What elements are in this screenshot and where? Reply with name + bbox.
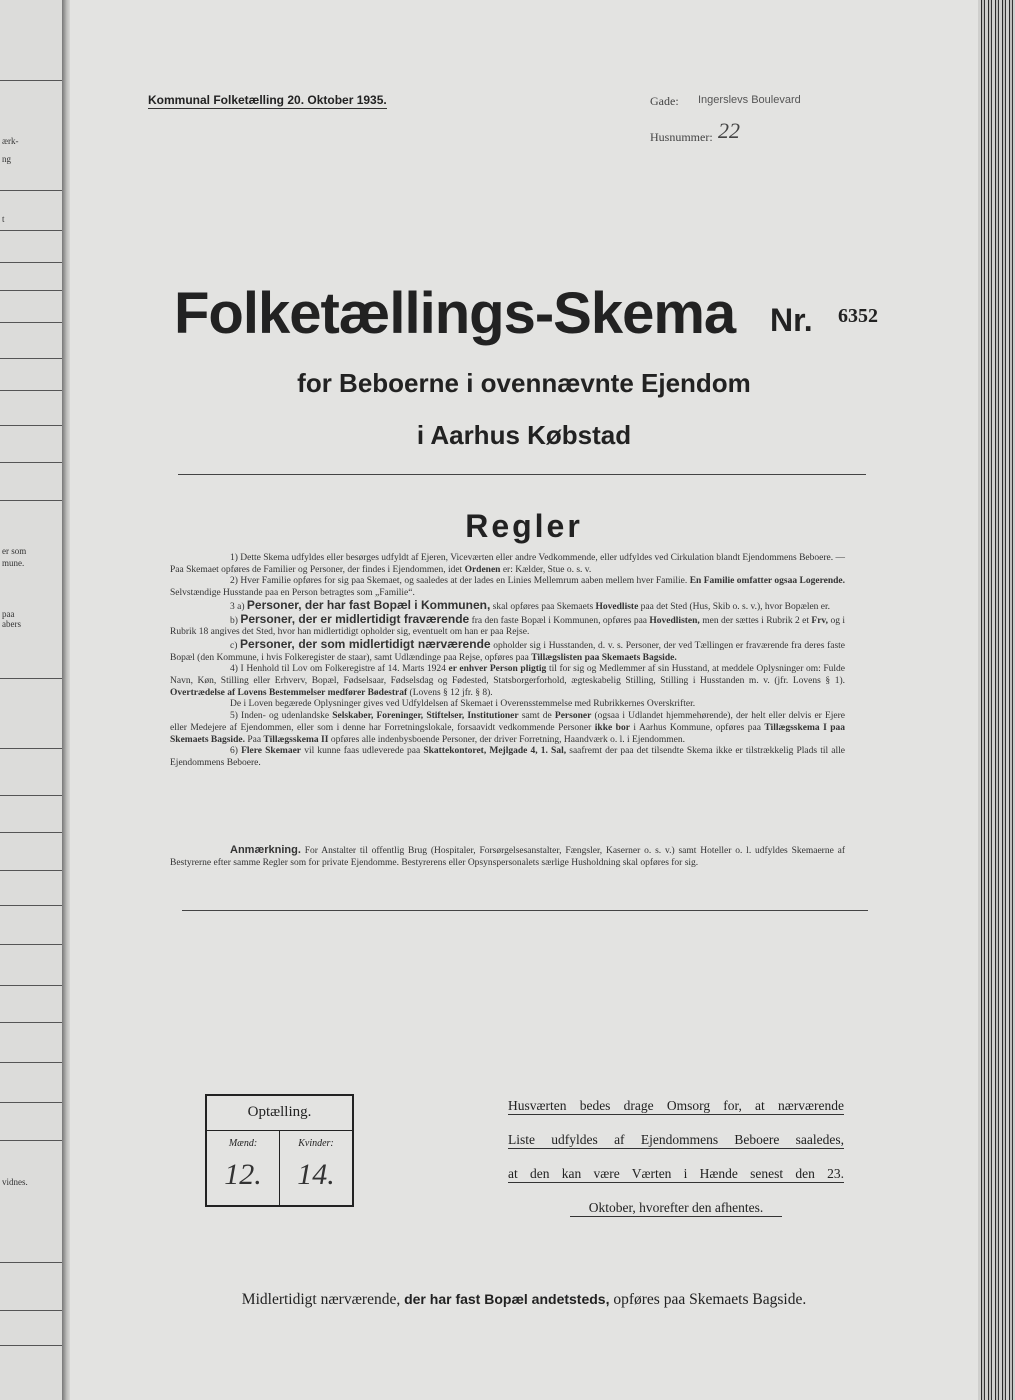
left-page-fragment: er som [2, 546, 27, 556]
form-number-value: 6352 [838, 305, 878, 327]
left-page-rule [0, 80, 62, 81]
count-title: Optælling. [247, 1104, 312, 1120]
left-page-rule [0, 832, 62, 833]
left-page-rule [0, 985, 62, 986]
notice-line: at den kan være Værten i Hænde senest den 23. [508, 1166, 844, 1181]
left-page-rule [0, 230, 62, 231]
left-page-rule [0, 322, 62, 323]
rule-6: 6) Flere Skemaer vil kunne faas udleverede paa Skattekontoret, Mejlgade 4, 1. Sal, saafremt der paa det tilsendte Skema ikke er tilstrækkelig Plads til alle Ejendommens Beboere. [170, 746, 846, 768]
left-page-rule [0, 500, 62, 501]
form-subtitle-location: i Aarhus Købstad [416, 420, 632, 450]
left-page-rule [0, 1345, 62, 1346]
remark-text [170, 845, 845, 869]
rule-3b: b) Personer, der er midlertidigt fraværende fra den faste Bopæl i Kommunen, opføres paa Hovedlisten, men der sættes i Rubrik 2 et Frv, og i Rubrik 18 angives det Sted, hvor han midlertidigt opholder sig, eventuelt om han er paa Rejse. [170, 611, 845, 638]
left-page-rule [0, 944, 62, 945]
left-page-rule [0, 1310, 62, 1311]
left-page-rule [0, 1140, 62, 1141]
notice-line: Liste udfyldes af Ejendommens Beboere saaledes, [508, 1132, 844, 1147]
men-count: 12. [224, 1158, 262, 1191]
form-number-label: Nr. [770, 302, 813, 338]
women-label: Kvinder: [298, 1138, 334, 1149]
left-page-rule [0, 748, 62, 749]
left-page-fragment: mune. [2, 558, 25, 568]
left-page-rule [0, 1062, 62, 1063]
left-page-edge [0, 0, 62, 1400]
house-number-value: 22 [718, 118, 740, 143]
left-page-fragment: abers [2, 619, 21, 629]
remark-body: For Anstalter til offentlig Brug (Hospitaler, Forsørgelsesanstalter, Fængsler, Kaserner o. s. v.) samt Hoteller o. l. udfyldes Skemaerne af Bestyrerne efter samme Regler som for private Ejendomme. Bestyrerens eller Opsynspersonalets særlige Husholdning skal opføres for sig. [170, 846, 846, 868]
left-page-rule [0, 290, 62, 291]
left-page-rule [0, 795, 62, 796]
left-page-rule [0, 1262, 62, 1263]
left-page-rule [0, 870, 62, 871]
left-page-rule [0, 678, 62, 679]
census-header: Kommunal Folketælling 20. Oktober 1935. [148, 93, 387, 107]
rule-3a: 3 a) Personer, der har fast Bopæl i Kommunen, skal opføres paa Skemaets Hovedliste paa det Sted (Hus, Skib o. s. v.), hvor Bopælen er. [230, 597, 831, 612]
left-page-rule [0, 1022, 62, 1023]
rule-2: 2) Hver Familie opføres for sig paa Skemaet, og saaledes at der lades en Linies Mellemrum aaben mellem hver Familie. En Familie omfatter ogsaa Logerende. Selvstændige Husstande paa en Person betragtes som „Familie“. [170, 576, 845, 599]
form-title: Folketællings-Skema [174, 281, 736, 346]
left-page-rule [0, 190, 62, 191]
landlord-notice [508, 1098, 844, 1217]
left-page-rule [0, 905, 62, 906]
census-form-page [70, 0, 978, 1400]
left-page-rule [0, 358, 62, 359]
street-label: Gade: [650, 94, 679, 108]
left-page-fragment: ng [2, 154, 11, 164]
page-stack-edges [978, 0, 1015, 1400]
left-page-rule [0, 1102, 62, 1103]
left-page-rule [0, 462, 62, 463]
rule-4: 4) I Henhold til Lov om Folkeregistre af 14. Marts 1924 er enhver Person pligtig til for sig og Medlemmer af sin Husstand, at meddele Oplysninger om: Fulde Navn, Køn, Stilling eller Erhverv, Bopæl, Fødselsaar, Fødselsdag og Fødested, Statsborgerforhold, ægteskabelig Stilling, Stilling i Husstanden m. v. (jfr. Lovens § 1). Overtrædelse af Lovens Bestemmelser medfører Bødestraf (Lovens § 12 jfr. § 8). [170, 664, 846, 698]
left-page-rule [0, 390, 62, 391]
remark-lead: Anmærkning. [230, 844, 301, 856]
rules-heading: Regler [465, 508, 583, 544]
rule-3c: c) Personer, der som midlertidigt nærværende opholder sig i Husstanden, d. v. s. Personer, der ved Tællingen er fraværende fra deres faste Bopæl (den Kommune, i hvis Folkeregister de staar), samt Udlændinge paa Rejse, opføres paa Tillægslisten paa Skemaets Bagside. [170, 636, 846, 663]
notice-line: Oktober, hvorefter den afhentes. [570, 1200, 782, 1217]
rules-text [170, 553, 845, 770]
footer-note: Midlertidigt nærværende, der har fast Bopæl andetsteds, opføres paa Skemaets Bagside. [241, 1291, 807, 1308]
women-count: 14. [297, 1158, 335, 1191]
rule-4-note: De i Loven begærede Oplysninger gives ved Udfyldelsen af Skemaet i Overensstemmelse med Rubrikkernes Overskrifter. [230, 699, 696, 710]
left-page-rule [0, 425, 62, 426]
divider [178, 474, 866, 475]
left-page-fragment: vidnes. [2, 1177, 28, 1187]
divider [182, 910, 868, 911]
notice-line: Husværten bedes drage Omsorg for, at nærværende [508, 1098, 844, 1113]
count-box [205, 1094, 354, 1207]
rule-5: 5) Inden- og udenlandske Selskaber, Foreninger, Stiftelser, Institutioner samt de Personer (ogsaa i Udlandet hjemmehørende), der helt eller delvis er Ejere eller Medejere af Ejendommen, eller som i denne har Forretningslokale, forsaavidt vedkommende Personer ikke bor i Aarhus Kommune, opføres paa Tillægsskema I paa Skemaets Bagside. Paa Tillægsskema II opføres alle indenbysboende Personer, der driver Forretning, Haandværk o. l. i Ejendommen. [170, 711, 846, 745]
rule-1: 1) Dette Skema udfyldes eller besørges udfyldt af Ejeren, Viceværten eller andre Vedkommende, eller udfyldes ved Cirkulation blandt Ejendommens Beboere. — Paa Skemaet opføres de Familier og Personer, der findes i Ejendommen, idet Ordenen er: Kælder, Stue o. s. v. [170, 553, 845, 575]
left-page-fragment: ærk- [2, 136, 19, 146]
left-page-rule [0, 262, 62, 263]
book-gutter [62, 0, 70, 1400]
house-number-label: Husnummer: [650, 130, 713, 144]
form-subtitle: for Beboerne i ovennævnte Ejendom [297, 368, 751, 398]
street-value: Ingerslevs Boulevard [698, 94, 801, 106]
left-page-fragment: t [2, 214, 5, 224]
left-page-fragment: paa [2, 609, 15, 619]
men-label: Mænd: [228, 1138, 258, 1149]
